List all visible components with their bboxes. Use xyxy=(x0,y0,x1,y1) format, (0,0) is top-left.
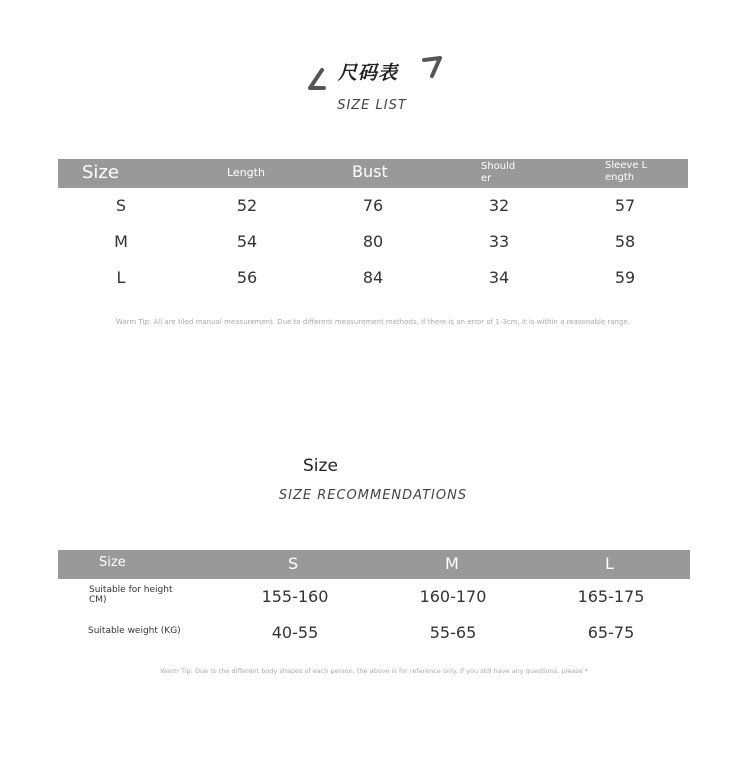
header-sleeve-length: Sleeve L ength xyxy=(605,160,648,183)
left-bracket-icon xyxy=(300,66,330,94)
row-label-height: Suitable for height CM) xyxy=(89,585,173,605)
header-s: S xyxy=(288,554,299,573)
recommend-header-row xyxy=(58,550,690,579)
size-list-note: Warm Tip: All are tiled manual measurement. Due to different measurement methods, if there is an error of 1-3cm, it is within a reasonable range. xyxy=(115,318,631,326)
table-cell: 59 xyxy=(614,268,636,287)
table-cell: 56 xyxy=(236,268,258,287)
table-cell: S xyxy=(115,196,127,215)
header-length: Length xyxy=(227,166,265,179)
table-cell: 165-175 xyxy=(577,587,645,606)
table-cell: 76 xyxy=(362,196,384,215)
size-list-title-block xyxy=(300,56,450,96)
header-size: Size xyxy=(82,162,119,183)
table-cell: 34 xyxy=(488,268,510,287)
header-l: L xyxy=(605,554,614,573)
table-cell: 160-170 xyxy=(419,587,487,606)
table-cell: 40-55 xyxy=(271,623,319,642)
row-label-weight: Suitable weight (KG) xyxy=(88,626,181,636)
right-bracket-icon xyxy=(420,54,450,82)
table-cell: 80 xyxy=(362,232,384,251)
table-cell: 55-65 xyxy=(429,623,477,642)
table-cell: 84 xyxy=(362,268,384,287)
table-cell: 58 xyxy=(614,232,636,251)
table-cell: 54 xyxy=(236,232,258,251)
size-list-header-row xyxy=(58,159,688,188)
size-list-subtitle: SIZE LIST xyxy=(337,98,407,113)
table-cell: 33 xyxy=(488,232,510,251)
header-shoulder: Should er xyxy=(481,161,516,184)
table-cell: 52 xyxy=(236,196,258,215)
header-size: Size xyxy=(99,555,126,570)
recommend-subtitle: SIZE RECOMMENDATIONS xyxy=(278,488,468,503)
table-cell: L xyxy=(116,268,126,287)
table-cell: 57 xyxy=(614,196,636,215)
table-cell: M xyxy=(114,232,128,251)
table-cell: 32 xyxy=(488,196,510,215)
recommend-title: Size xyxy=(303,456,338,476)
header-m: M xyxy=(445,554,459,573)
header-bust: Bust xyxy=(352,162,388,181)
table-cell: 155-160 xyxy=(261,587,329,606)
recommend-note: Warm Tip: Due to the different body shapes of each person, the above is for reference only. If you still have any questions, please * xyxy=(160,667,588,675)
size-list-title-cn: 尺码表 xyxy=(338,62,399,84)
table-cell: 65-75 xyxy=(587,623,635,642)
